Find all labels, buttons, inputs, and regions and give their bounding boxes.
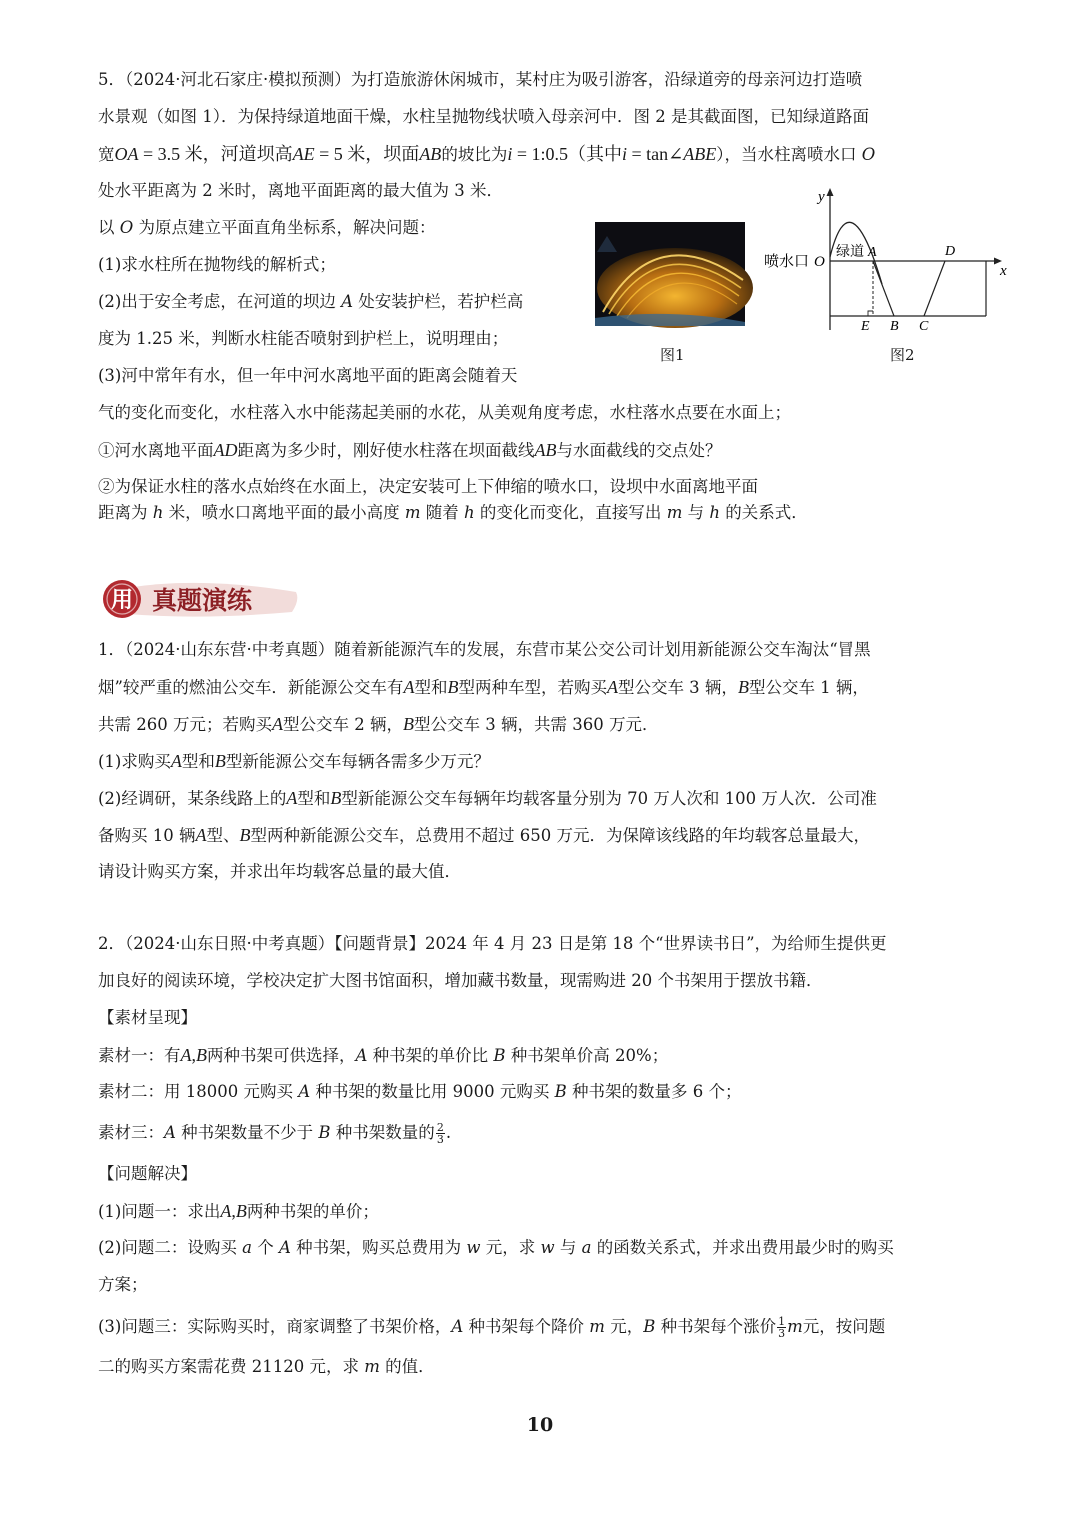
banner-title: 真题演练 bbox=[152, 586, 253, 615]
p2-material-heading: 【素材呈现】 bbox=[98, 1008, 197, 1027]
greenway-label: 绿道 bbox=[836, 244, 864, 260]
p2-material-2: 素材二：用 18000 元购买 A 种书架的数量比用 9000 元购买 B 种书架的数量多 6 个； bbox=[98, 1082, 742, 1101]
p1-line-3: 共需 260 万元；若购买A型公交车 2 辆，B型公交车 3 辆，共需 360 万元． bbox=[98, 714, 659, 734]
point-a-label: A bbox=[868, 245, 877, 260]
p2-material-1: 素材一：有A,B两种书架可供选择，A 种书架的单价比 B 种书架单价高 20%； bbox=[98, 1045, 669, 1065]
p2-solve-heading: 【问题解决】 bbox=[98, 1164, 197, 1183]
right-angle-mark bbox=[868, 311, 873, 316]
p5-question-2a: (2)出于安全考虑，在河道的坝边 A 处安装护栏，若护栏高 bbox=[98, 292, 524, 311]
p2-question-3a: (3)问题三：实际购买时，商家调整了书架价格，A 种书架每个降价 m 元，B 种书架每个涨价 $\frac{1}{3}$ m元，按问题 bbox=[98, 1315, 886, 1340]
y-axis-arrow bbox=[827, 188, 834, 196]
p5-line-1: 5．（2024·河北石家庄·模拟预测）为打造旅游休闲城市，某村庄为吸引游客，沿绿道旁的母亲河边打造喷 bbox=[98, 70, 863, 89]
point-d-label: D bbox=[945, 244, 956, 259]
p2-material-3: 素材三：A 种书架数量不少于 B 种书架数量的 $\frac{2}{3}$ . bbox=[98, 1121, 452, 1146]
p2-question-2b: 方案； bbox=[98, 1275, 148, 1294]
fountain-photo-graphic bbox=[595, 222, 745, 326]
p5-question-2b: 度为 1.25 米，判断水柱能否喷射到护栏上，说明理由； bbox=[98, 329, 509, 348]
dam-slope-cd bbox=[924, 261, 945, 316]
p1-question-2a: (2)经调研，某条线路上的A型和B型新能源公交车每辆年均载客量分别为 70 万人次和 100 万人次．公司准 bbox=[98, 788, 877, 808]
p5-question-3d: ②为保证水柱的落水点始终在水面上，决定安装可上下伸缩的喷水口，设坝中水面离地平面 bbox=[98, 477, 758, 496]
p5-line-5: 以 O 为原点建立平面直角坐标系，解决问题： bbox=[98, 218, 436, 237]
p2-line-2: 加良好的阅读环境，学校决定扩大图书馆面积，增加藏书数量，现需购进 20 个书架用于摆放书籍． bbox=[98, 971, 823, 990]
p2-question-1: (1)问题一：求出A,B两种书架的单价； bbox=[98, 1201, 379, 1221]
p1-question-2b: 备购买 10 辆A型、B型两种新能源公交车，总费用不超过 650 万元．为保障该线路的年均载客总量最大， bbox=[98, 825, 870, 845]
point-e-label: E bbox=[861, 319, 870, 334]
p1-line-1: 1．（2024·山东东营·中考真题）随着新能源汽车的发展，东营市某公交公司计划用新能源公交车淘汰“冒黑 bbox=[98, 640, 871, 659]
x-label: x bbox=[1000, 263, 1007, 279]
origin-label: O bbox=[814, 254, 825, 270]
page-number: 10 bbox=[526, 1414, 554, 1436]
point-c-label: C bbox=[919, 319, 929, 334]
p2-line-1: 2．（2024·山东日照·中考真题）【问题背景】2024 年 4 月 23 日是第 18 个“世界读书日”，为给师生提供更 bbox=[98, 934, 887, 953]
banner-icon-char: 用 bbox=[110, 587, 134, 613]
fraction-one-third: $\frac{1}{3}$ bbox=[778, 1315, 786, 1340]
section-banner bbox=[100, 576, 300, 622]
p2-question-3b: 二的购买方案需花费 21120 元，求 m 的值． bbox=[98, 1357, 435, 1376]
nozzle-label: 喷水口 bbox=[764, 252, 810, 270]
y-label: y bbox=[818, 189, 825, 205]
cross-section-diagram bbox=[760, 180, 1005, 340]
p5-question-3c: ①河水离地平面AD距离为多少时，刚好使水柱落在坝面截线AB与水面截线的交点处？ bbox=[98, 440, 722, 460]
p5-question-3a: (3)河中常年有水，但一年中河水离地平面的距离会随着天 bbox=[98, 366, 518, 385]
figure-2-caption: 图2 bbox=[890, 346, 915, 364]
fountain-photo bbox=[595, 222, 745, 326]
p5-question-3e: 距离为 h 米，喷水口离地平面的最小高度 m 随着 h 的变化而变化，直接写出 m 与 h 的关系式． bbox=[98, 503, 808, 522]
p2-question-2a: (2)问题二：设购买 a 个 A 种书架，购买总费用为 w 元，求 w 与 a 的函数关系式，并求出费用最少时的购买 bbox=[98, 1238, 894, 1257]
dam-slope-ab bbox=[873, 261, 894, 316]
p1-question-2c: 请设计购买方案，并求出年均载客总量的最大值． bbox=[98, 862, 461, 881]
point-b-label: B bbox=[890, 319, 899, 334]
p1-line-2: 烟”较严重的燃油公交车．新能源公交车有A型和B型两种车型，若购买A型公交车 3 辆，B型公交车 1 辆， bbox=[98, 677, 869, 697]
p5-line-2: 水景观（如图 1）．为保持绿道地面干燥，水柱呈抛物线状喷入母亲河中．图 2 是其截面图，已知绿道路面 bbox=[98, 107, 869, 126]
p1-question-1: (1)求购买A型和B型新能源公交车每辆各需多少万元？ bbox=[98, 751, 490, 771]
p5-question-3b: 气的变化而变化，水柱落入水中能荡起美丽的水花，从美观角度考虑，水柱落水点要在水面上； bbox=[98, 403, 791, 422]
fraction-two-thirds: $\frac{2}{3}$ bbox=[436, 1121, 444, 1146]
banner-graphic bbox=[100, 576, 300, 622]
p5-question-1: (1)求水柱所在抛物线的解析式； bbox=[98, 255, 336, 274]
p5-line-3: 宽OA = 3.5 米，河道坝高AE = 5 米，坝面AB的坡比为i = 1:0.5（其中i = tan∠ABE），当水柱离喷水口 O bbox=[98, 144, 876, 164]
figure-1-caption: 图1 bbox=[660, 346, 685, 364]
p5-line-4: 处水平距离为 2 米时，离地平面距离的最大值为 3 米． bbox=[98, 181, 503, 200]
